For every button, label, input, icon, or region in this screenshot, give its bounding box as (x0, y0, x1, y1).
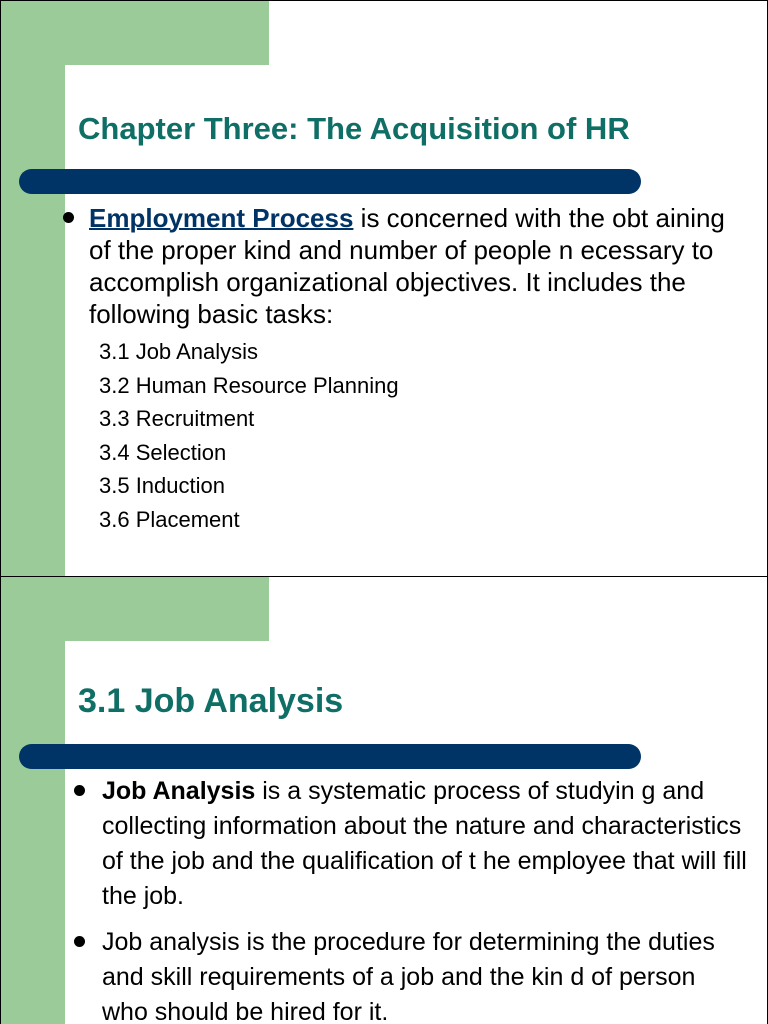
bullet-item (102, 925, 747, 1024)
title-underline-rule (19, 169, 641, 194)
bullet-lead-term: Employment Process (89, 203, 354, 233)
bullet-text: Job analysis is the procedure for determining the duties and skill requirements of a job and the kin d of person who should be hired for it. (102, 928, 715, 1024)
task-list-item: 3.6 Placement (99, 506, 240, 532)
task-list-item: 3.1 Job Analysis (99, 339, 258, 364)
bullet-text: is a systematic process of studyin g and collecting information about the nature and characteristics of the job and the qualification of t he employee that will fill the job. (102, 777, 747, 910)
title-underline-rule (19, 744, 641, 769)
task-list-item: 3.5 Induction (99, 473, 225, 498)
green-accent-bar-top (1, 1, 269, 65)
bullet-dot-icon (74, 785, 85, 796)
slide-title: Chapter Three: The Acquisition of HR (78, 111, 630, 146)
task-list-item: 3.4 Selection (99, 439, 227, 465)
green-accent-bar-left (1, 1, 65, 576)
task-list (99, 335, 399, 536)
bullet-lead-term: Job Analysis (102, 777, 256, 805)
green-accent-bar-left (1, 577, 65, 1024)
bullet-dot-icon (74, 936, 85, 947)
task-list-item: 3.2 Human Resource Planning (99, 372, 399, 398)
slide-2 (0, 576, 768, 1024)
task-list-item: 3.3 Recruitment (99, 406, 255, 431)
green-accent-bar-top (1, 577, 269, 641)
bullet-text: is concerned with the obt aining of the proper kind and number of people n ecessary to accomplish organizational objectives. It includes the following basic tasks: (89, 203, 725, 329)
bullet-item (102, 774, 747, 914)
slide-title: 3.1 Job Analysis (78, 682, 344, 720)
bullet-item (89, 202, 747, 330)
bullet-dot-icon (63, 212, 74, 223)
